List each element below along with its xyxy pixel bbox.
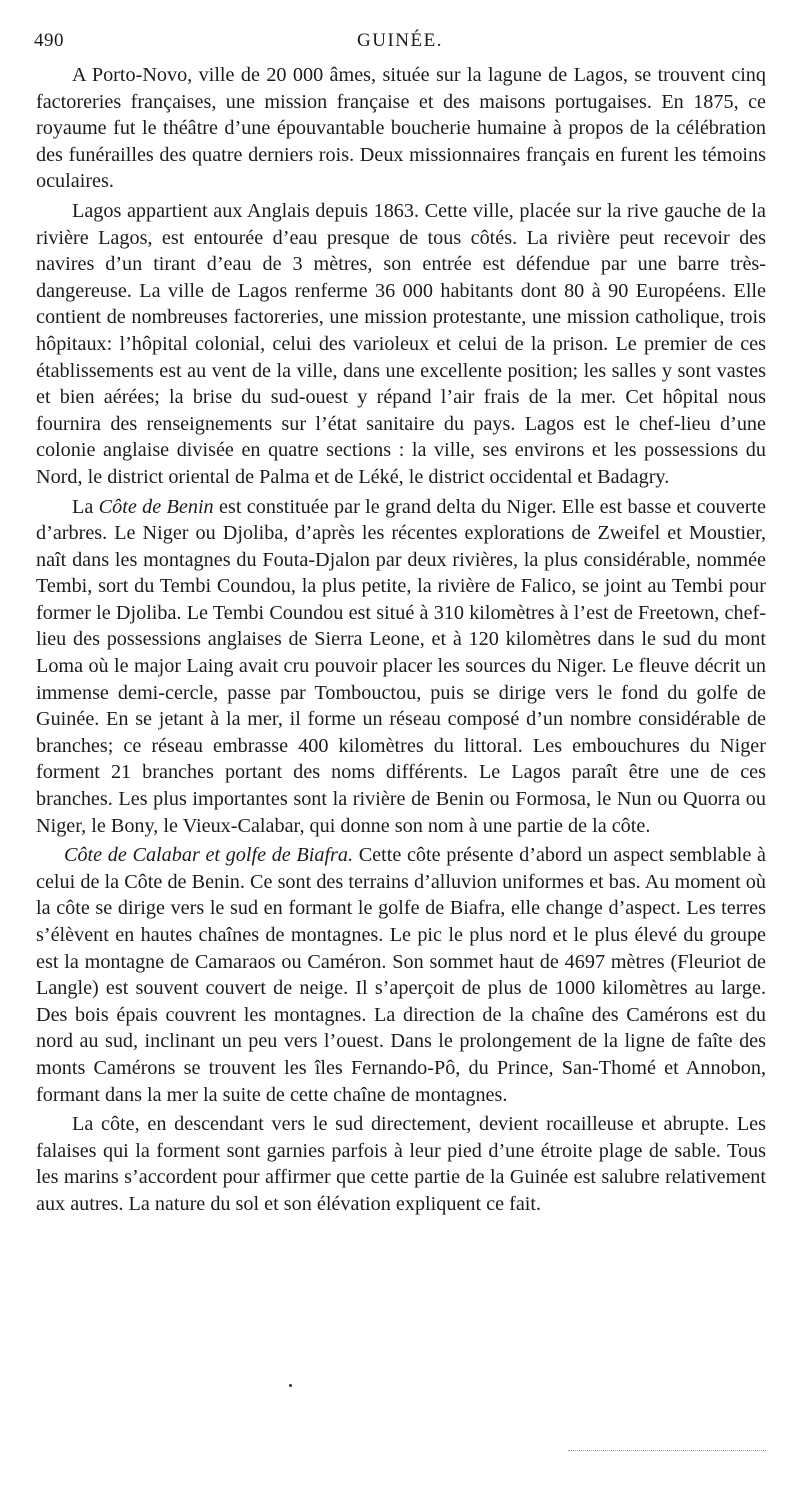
paragraph-cote-sud: La côte, en descendant vers le sud directement, devient rocailleuse et abrupte. Les falaises qui la forment sont garnies parfois à leur pied d’une étroite plage de sable. Tous les marins s’accordent pour affirmer que cette partie de la Guinée est salubre relativement aux autres. La nature du sol et son élévation expliquent ce fait. — [36, 1113, 766, 1215]
paragraph-body: est constituée par le grand delta du Niger. Elle est basse et couverte d’arbres. Le Niger ou Djoliba, d’après les récentes explorations de Zweifel et Moustier, naît dans les montagnes du Fouta-Djalon par deux rivières, la plus considérable, nommée Tembi, sort du Tembi Coundou, la plus petite, la rivière de Falico, se joint au Tembi pour former le Djoliba. Le Tembi Coundou est situé à 310 kilomètres à l’est de Freetown, chef-lieu des possessions anglaises de Sierra Leone, et à 120 kilomètres dans le sud du mont Loma où le major Laing avait cru pouvoir placer les sources du Niger. Le fleuve décrit un immense demi-cercle, passe par Tombouctou, puis se dirige vers le fond du golfe de Guinée. En se jetant à la mer, il forme un réseau composé d’un nombre considérable de branches; ce réseau embrasse 400 kilomètres du littoral. Les embouchures du Niger forment 21 branches portant des noms différents. Le Lagos paraît être une de ces branches. Les plus importantes sont la rivière de Benin ou Formosa, le Nun ou Quorra ou Niger, le Bony, le Vieux-Calabar, qui donne son nom à une partie de la côte. — [36, 495, 766, 837]
section-heading-cote-de-benin: Côte de Benin — [98, 495, 214, 518]
page-number: 490 — [34, 30, 64, 51]
section-heading-cote-de-calabar: Côte de Calabar et golfe de Biafra. — [64, 844, 354, 867]
paragraph-lagos: Lagos appartient aux Anglais depuis 1863. Cette ville, placée sur la rive gauche de la rivière Lagos, est entourée d’eau presque de tous côtés. La rivière peut recevoir des navires d’un tirant d’eau de 3 mètres, son entrée est défendue par une barre très-dangereuse. La ville de Lagos renferme 36 000 habitants dont 80 à 90 Européens. Elle contient de nombreuses factoreries, une mission protestante, une mission catholique, trois hôpitaux: l’hôpital colonial, celui des varioleux et celui de la prison. Le premier de ces établissements est au vent de la ville, dans une excellente position; les salles y sont vastes et bien aérées; la brise du sud-ouest y répand l’air frais de la mer. Cet hôpital nous fournira des renseignements sur l’état sanitaire du pays. Lagos est le chef-lieu d’une colonie anglaise divisée en quatre sections : la ville, ses environs et les possessions du Nord, le district oriental de Palma et de Léké, le district occidental et Badagry. — [36, 199, 766, 488]
paragraph-lead: La — [72, 495, 99, 518]
paragraph-body: Cette côte présente d’abord un aspect semblable à celui de la Côte de Benin. Ce sont des terrains d’alluvion uniformes et bas. Au moment où la côte se dirige vers le sud en formant le golfe de Biafra, elle change d’aspect. Les terres s’élèvent en hautes chaînes de montagnes. Le pic le plus nord et le plus élevé du groupe est la montagne de Camaraos ou Caméron. Son sommet haut de 4697 mètres (Fleuriot de Langle) est souvent couvert de neige. Il s’aperçoit de plus de 1000 kilomètres au large. Des bois épais couvrent les montagnes. La direction de la chaîne des Camérons est du nord au sud, inclinant un peu vers l’ouest. Dans le prolongement de la ligne de faîte des monts Camérons se trouvent les îles Fernando-Pô, du Prince, San-Thomé et Annobon, formant dans la mer la suite de cette chaîne de montagnes. — [36, 844, 766, 1106]
paragraph-cote-de-benin — [36, 494, 766, 840]
paragraph-cote-de-calabar — [36, 842, 766, 1108]
running-title: GUINÉE. — [357, 30, 443, 51]
faint-bottom-rule — [568, 1450, 766, 1451]
running-header — [34, 30, 766, 58]
ink-speck — [289, 1384, 292, 1387]
body-text — [36, 62, 766, 1221]
paragraph-porto-novo: A Porto-Novo, ville de 20 000 âmes, située sur la lagune de Lagos, se trouvent cinq factoreries françaises, une mission française et des maisons portugaises. En 1875, ce royaume fut le théâtre d’une épouvantable boucherie humaine à propos de la célébration des funérailles des quatre derniers rois. Deux missionnaires français en furent les témoins oculaires. — [36, 64, 766, 193]
